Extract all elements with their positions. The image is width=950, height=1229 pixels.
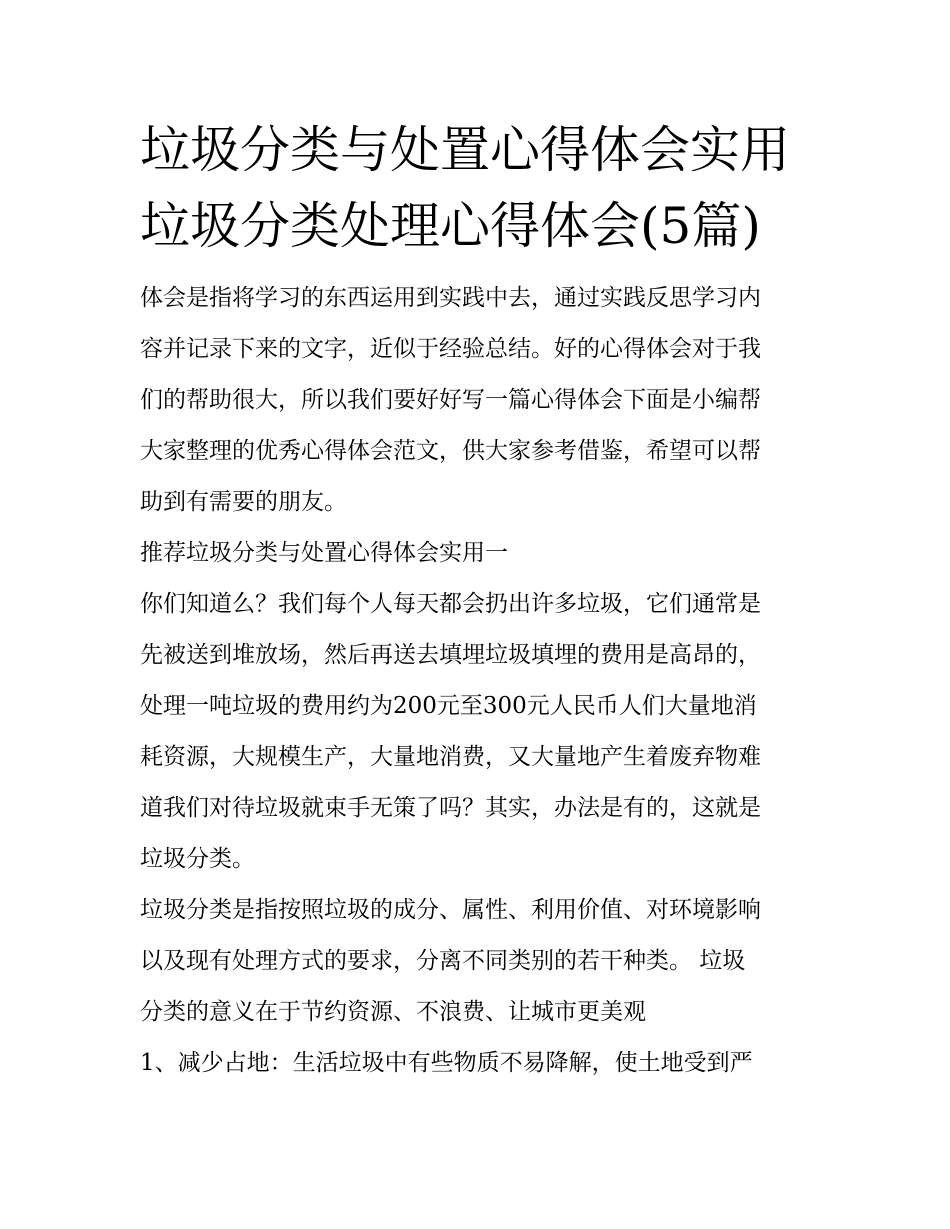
text-line: 你们知道么？我们每个人每天都会扔出许多垃圾，它们通常是 [140, 591, 761, 617]
text-line: 道我们对待垃圾就束手无策了吗？其实，办法是有的，这就是 [140, 795, 761, 821]
text-line: 垃圾分类是指按照垃圾的成分、属性、利用价值、对环境影响 [140, 897, 761, 923]
text-line: 体会是指将学习的东西运用到实践中去，通过实践反思学习内 [140, 285, 761, 311]
text-line: 处理一吨垃圾的费用约为200元至300元人民币人们大量地消 [140, 693, 757, 719]
text-line: 耗资源，大规模生产，大量地消费，又大量地产生着废弃物难 [140, 744, 761, 770]
text-line: 先被送到堆放场，然后再送去填埋垃圾填埋的费用是高昂的， [140, 642, 761, 668]
section-heading: 推荐垃圾分类与处置心得体会实用一 [140, 540, 508, 566]
text-line: 助到有需要的朋友。 [140, 489, 347, 515]
document-body [140, 278, 820, 1094]
text-line: 们的帮助很大，所以我们要好好写一篇心得体会下面是小编帮 [140, 387, 761, 413]
text-line: 容并记录下来的文字，近似于经验总结。好的心得体会对于我 [140, 336, 761, 362]
text-line: 以及现有处理方式的要求，分离不同类别的若干种类。 垃圾 [140, 948, 746, 974]
text-line: 分类的意义在于节约资源、不浪费、让城市更美观 [140, 999, 646, 1025]
title-line-2: 垃圾分类处理心得体会(5篇) [140, 197, 761, 255]
text-line: 大家整理的优秀心得体会范文，供大家参考借鉴，希望可以帮 [140, 438, 761, 464]
document-title [140, 112, 820, 264]
text-line: 垃圾分类。 [140, 846, 255, 872]
title-line-1: 垃圾分类与处置心得体会实用 [140, 121, 790, 179]
list-item: 1、减少占地：生活垃圾中有些物质不易降解，使土地受到严 [140, 1050, 753, 1076]
